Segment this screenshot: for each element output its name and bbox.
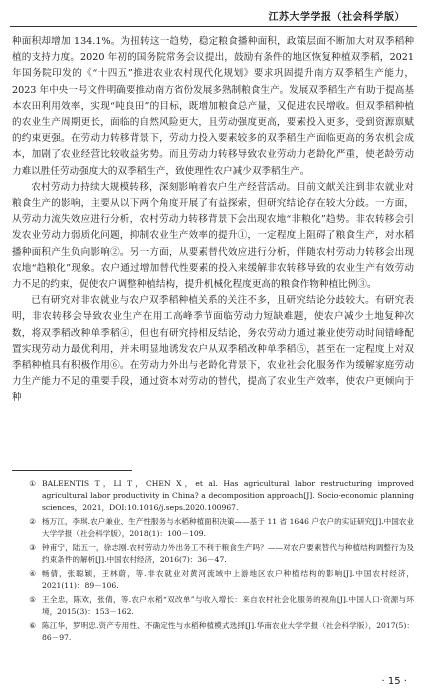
footnote: [12, 478, 414, 514]
footnote-text: 陈江华，罗明忠.资产专用性、不确定性与水稻种植模式选择[J].华南农业大学学报（社会科学版），2017(5)：86－97.: [42, 621, 414, 642]
footnote-text: 杨万江，李琪.农户兼业、生产性服务与水稻种植面积决策——基于 11 省 1646 户农户的实证研究[J].中国农业大学学报（社会科学版），2018(1)：100－109.: [42, 517, 414, 538]
footnote-separator: [12, 470, 132, 471]
footnote-text: 钟甫宁，陆五一，徐志刚.农村劳动力外出务工不利于粮食生产吗？——对农户要素替代与种植结构调整行为及约束条件的解析[J].中国农村经济，2016(7)：36－47.: [42, 543, 414, 564]
footnote-number: ①: [29, 479, 36, 488]
footnote-number: ⑤: [29, 595, 36, 604]
footnote: [12, 594, 414, 618]
paragraph: 种面积却增加 134.1%。为扭转这一趋势，稳定粮食播种面积，政策层面不断加大对双季稻种植的支持力度。2020 年初的国务院常务会议提出，鼓励有条件的地区恢复种植双季稻，2021 年国务院印发的《“十四五”推进农业农村现代化规划》要求巩固提升南方双季稻生产能力，2023 年中央一号文件明确要推动南方省份发展多熟制粮食生产。发展双季稻生产有助于提高基本农田利用效率，实现“吨良田”的目标，既增加粮食总产量，又促进农民增收。但双季稻种植的农业生产周期更长，面临的自然风险更大，且劳动强度更高，要素投入更多，受到资源禀赋的约束更强。在劳动力转移背景下，劳动力投入要素较多的双季稻生产面临更高的务农机会成本，加剧了农业经营比较收益劣势。而且劳动力转移导致农业劳动力老龄化严重，使老龄劳动力难以胜任劳动强度大的双季稻生产，致使理性农户减少双季稻生产。: [12, 36, 414, 177]
footnote-text: 畅倩，张聪颖，王林蔚，等.非农就业对黄河流域中上游地区农户种植结构的影响[J].中国农村经济，2021(11)：89－106.: [42, 569, 414, 590]
running-header: 江苏大学学报（社会科学版）: [268, 12, 405, 23]
body-text: [12, 34, 414, 407]
footnote: [12, 542, 414, 566]
footnote-number: ⑥: [29, 621, 36, 630]
footnote-text: BALEENTIS T，LI T，CHEN X，et al. Has agricultural labor restructuring improved agricultural labor productivity in China? a decomposition approach[J]. Socio-economic planning sciences，2021，DOI:10.1016/j.seps.2020.100967.: [42, 479, 414, 512]
footnote: [12, 620, 414, 644]
footnote: [12, 516, 414, 540]
footnote-number: ②: [29, 517, 36, 526]
footnote-number: ③: [29, 543, 36, 552]
footnote-number: ④: [29, 569, 36, 578]
footnote-text: 王全忠，陈欢，张倩，等.农户水稻“双改单”与收入增长：来自农村社会化服务的视角[J].中国人口·资源与环境，2015(3)：153－162.: [42, 595, 414, 616]
page-number: · 15 ·: [381, 676, 407, 687]
paragraph: 已有研究对非农就业与农户双季稻种植关系的关注不多，且研究结论分歧较大。有研究表明，非农转移会导致农业生产在用工高峰季节面临劳动力短缺难题，使农户减少土地复种次数，将双季稻改种单季稻④，但也有研究持相反结论，务农劳动力通过兼业使劳动时间错峰配置实现劳动力最优利用，并未明显地诱发农户从双季稻改种单季稻⑤，甚至在一定程度上对双季稻种植具有积极作用⑥。在劳动力外出与老龄化背景下，农业社会化服务作为缓解家庭劳动力生产能力不足的重要手段，通过资本对劳动的替代，提高了农业生产效率，使农户更倾向于种: [12, 295, 414, 404]
footnote: [12, 568, 414, 592]
footnotes: [12, 478, 414, 646]
paragraph: 农村劳动力持续大规模转移，深刻影响着农户生产经营活动。目前文献关注到非农就业对粮食生产的影响，主要从以下两个角度开展了有益探索，但研究结论存在较大分歧。一方面，从劳动力流失效应进行分析，农村劳动力转移背景下会出现农地“非粮化”趋势。非农转移会引发农业劳动力弱质化问题，抑制农业生产效率的提升①，一定程度上阻碍了粮食生产，对水稻播种面积产生负向影响②。另一方面，从要素替代效应进行分析，伴随农村劳动力转移会出现农地“趋粮化”现象。农户通过增加替代性要素的投入来缓解非农转移导致的农业生产有效劳动力不足的约束，促使农户调整种植结构，提升机械化程度更高的粮食作物种植比例③。: [12, 181, 414, 291]
header-rule: [10, 26, 417, 27]
